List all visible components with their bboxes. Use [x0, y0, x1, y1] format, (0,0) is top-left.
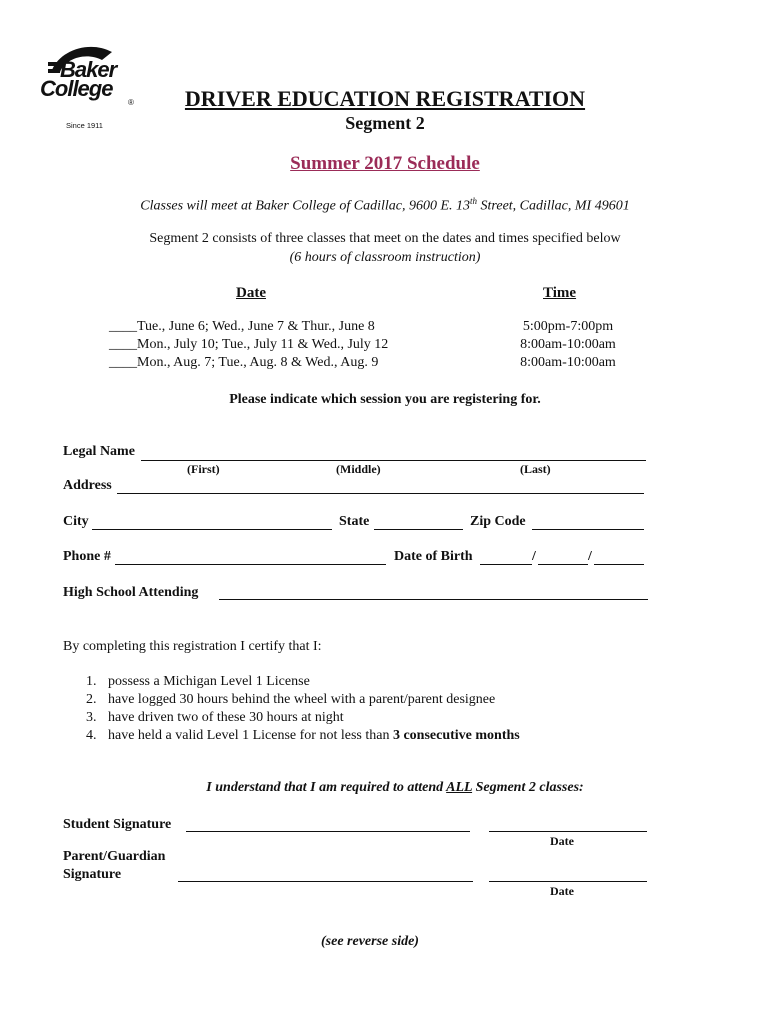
session-time-1: 5:00pm-7:00pm — [522, 319, 614, 334]
address-field[interactable] — [117, 493, 644, 494]
state-label: State — [339, 514, 370, 529]
requirement-item: 2. have logged 30 hours behind the wheel with a parent/parent designee — [86, 692, 496, 707]
student-date-field[interactable] — [489, 831, 647, 832]
date-column-header: Date — [236, 285, 266, 301]
parent-signature-label-line2: Signature — [63, 867, 122, 882]
dob-day-field[interactable] — [538, 564, 588, 565]
parent-signature-label-line1: Parent/Guardian — [63, 849, 166, 864]
last-name-caption: (Last) — [520, 462, 551, 476]
session-option-2[interactable]: ____Mon., July 10; Tue., July 11 & Wed., July 12 — [109, 337, 389, 352]
legal-name-label: Legal Name — [63, 444, 135, 459]
legal-name-field[interactable] — [141, 460, 646, 461]
student-signature-label: Student Signature — [63, 817, 172, 832]
segment-hours: (6 hours of classroom instruction) — [289, 250, 481, 265]
session-instruction: Please indicate which session you are registering for. — [229, 392, 541, 407]
logo-since: Since 1911 — [66, 121, 103, 130]
high-school-label: High School Attending — [63, 585, 199, 600]
location-line: Classes will meet at Baker College of Cadillac, 9600 E. 13th Street, Cadillac, MI 49601 — [140, 196, 630, 214]
logo-text-college: College — [40, 76, 113, 101]
session-time-2: 8:00am-10:00am — [520, 337, 616, 352]
phone-label: Phone # — [63, 549, 111, 564]
state-field[interactable] — [374, 529, 463, 530]
student-date-caption: Date — [550, 834, 574, 848]
session-option-1[interactable]: ____Tue., June 6; Wed., June 7 & Thur., June 8 — [109, 319, 375, 334]
dob-month-field[interactable] — [480, 564, 532, 565]
parent-signature-field[interactable] — [178, 881, 473, 882]
requirement-item: 3. have driven two of these 30 hours at night — [86, 710, 344, 725]
logo-text-baker: Baker — [60, 57, 117, 82]
dob-separator: / — [532, 549, 536, 564]
middle-name-caption: (Middle) — [336, 462, 381, 476]
session-time-3: 8:00am-10:00am — [520, 355, 616, 370]
page-subtitle: Segment 2 — [345, 113, 425, 133]
city-field[interactable] — [92, 529, 332, 530]
high-school-field[interactable] — [219, 599, 648, 600]
parent-date-field[interactable] — [489, 881, 647, 882]
phone-field[interactable] — [115, 564, 386, 565]
zip-field[interactable] — [532, 529, 644, 530]
certify-intro: By completing this registration I certify that I: — [63, 639, 322, 654]
dob-separator: / — [588, 549, 592, 564]
see-reverse-note: (see reverse side) — [321, 934, 419, 949]
dob-year-field[interactable] — [594, 564, 644, 565]
requirement-item: 4. have held a valid Level 1 License for not less than 3 consecutive months — [86, 728, 520, 743]
session-option-3[interactable]: ____Mon., Aug. 7; Tue., Aug. 8 & Wed., Aug. 9 — [109, 355, 379, 370]
attendance-acknowledgement: I understand that I am required to attend ALL Segment 2 classes: — [206, 780, 584, 795]
city-label: City — [63, 514, 89, 529]
parent-date-caption: Date — [550, 884, 574, 898]
address-label: Address — [63, 478, 112, 493]
zip-label: Zip Code — [470, 514, 526, 529]
page-title: DRIVER EDUCATION REGISTRATION — [184, 86, 586, 111]
requirement-item: 1. possess a Michigan Level 1 License — [86, 674, 310, 689]
dob-label: Date of Birth — [394, 549, 473, 564]
schedule-heading: Summer 2017 Schedule — [290, 153, 480, 174]
segment-description: Segment 2 consists of three classes that meet on the dates and times specified below — [149, 231, 621, 246]
registered-mark: ® — [128, 98, 134, 107]
student-signature-field[interactable] — [186, 831, 470, 832]
time-column-header: Time — [543, 285, 577, 301]
first-name-caption: (First) — [187, 462, 220, 476]
